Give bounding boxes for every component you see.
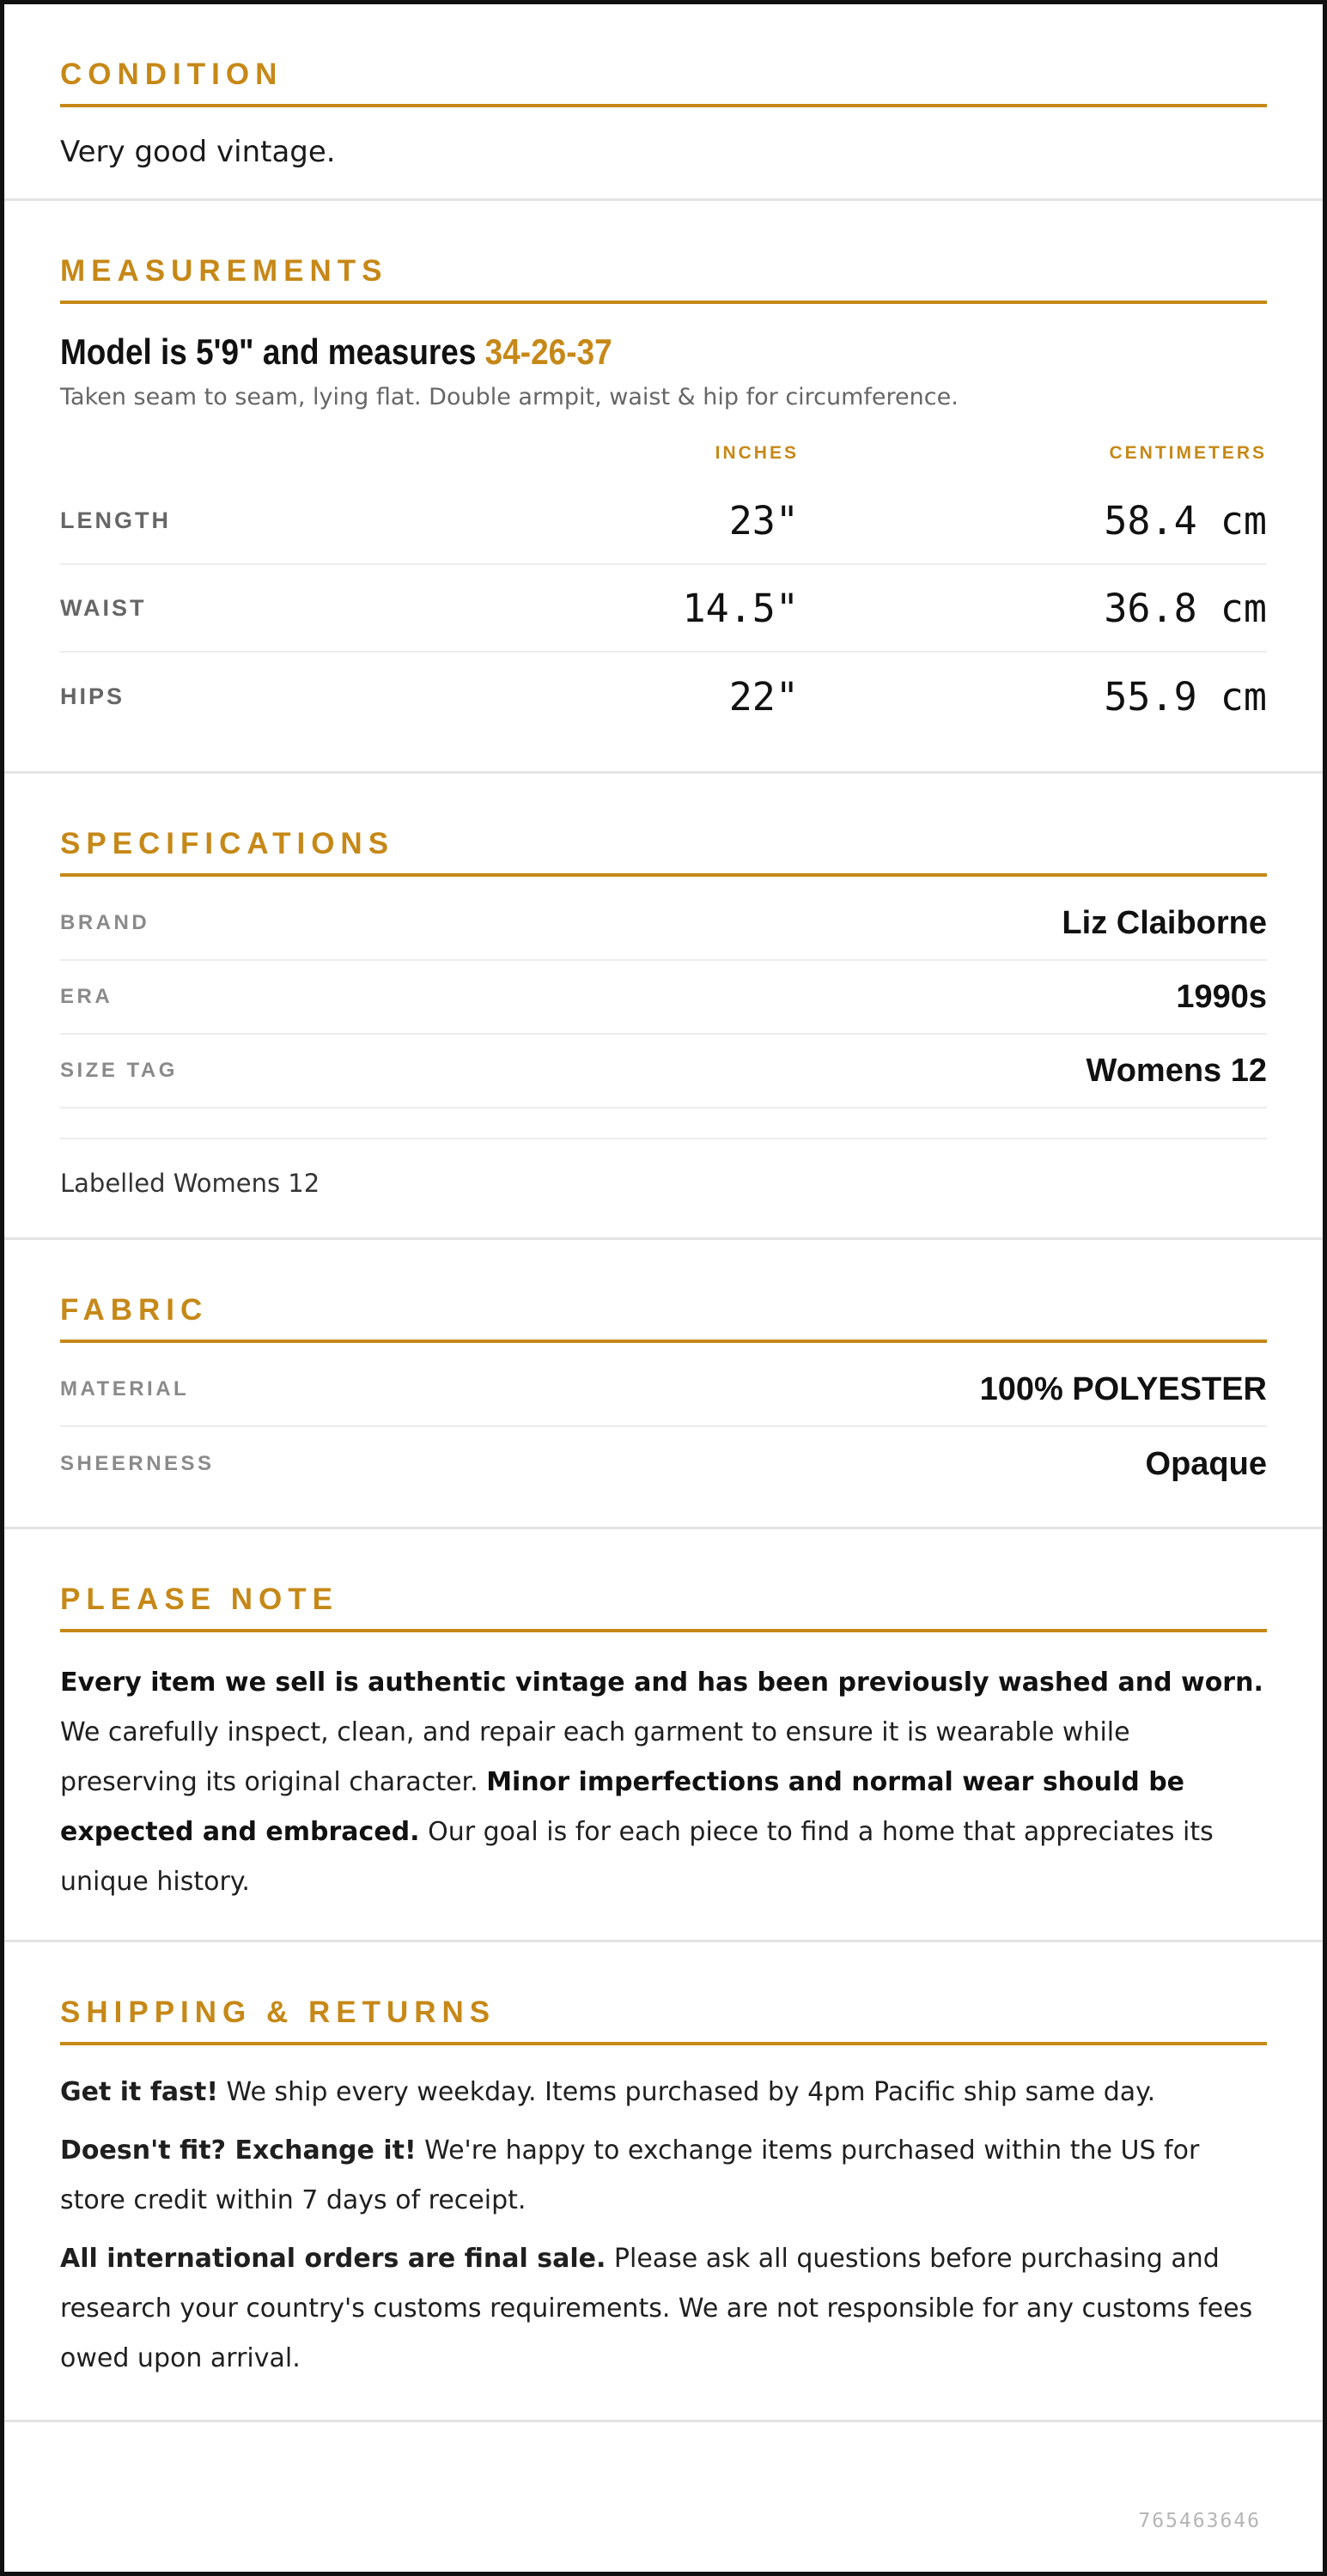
fabric-row-sheerness (60, 1427, 1267, 1501)
shipping-text-2: We're happy to exchange items purchased within the US for store credit within 7 days of receipt. (60, 2136, 1200, 2215)
shipping-returns-section (4, 1942, 1323, 2422)
spec-label: BRAND (60, 911, 150, 934)
model-prefix: Model is 5'9" and measures (60, 331, 485, 372)
shipping-heading: SHIPPING & RETURNS (60, 1992, 1267, 2045)
measurements-heading: MEASUREMENTS (60, 251, 1267, 304)
measurement-label: HIPS (60, 683, 125, 709)
fabric-section (4, 1240, 1323, 1529)
fabric-value: Opaque (1145, 1445, 1267, 1482)
fabric-list (60, 1353, 1267, 1501)
condition-section (4, 4, 1323, 201)
note-bold-1: Every item we sell is authentic vintage and has been previously washed and worn. (60, 1668, 1263, 1698)
fabric-row-material (60, 1353, 1267, 1427)
measurement-cm: 58.4 cm (1104, 497, 1267, 544)
spec-row-era (60, 961, 1267, 1035)
model-measurements-line (60, 328, 1122, 376)
model-measure-value: 34-26-37 (484, 331, 612, 372)
measurement-row-hips (60, 653, 1267, 740)
note-bold-2: Minor imperfections and normal wear should be expected and embraced. (60, 1767, 1185, 1847)
measurement-table-header (60, 443, 1267, 477)
measurement-label: LENGTH (60, 507, 171, 533)
shipping-bold-2: Doesn't fit? Exchange it! (60, 2136, 417, 2166)
size-tag-note: Labelled Womens 12 (60, 1138, 1267, 1237)
spec-label: ERA (60, 985, 113, 1008)
shipping-bold-1: Get it fast! (60, 2077, 218, 2107)
shipping-paragraph-3 (60, 2234, 1267, 2384)
measurement-row-length (60, 477, 1267, 565)
note-text-1: We carefully inspect, clean, and repair each garment to ensure it is wearable while preserving its original character. (60, 1717, 1130, 1797)
spec-value: Liz Claiborne (1062, 904, 1267, 941)
measurement-inches: 23" (728, 497, 799, 544)
fabric-label: MATERIAL (60, 1377, 190, 1400)
measurements-section (4, 201, 1323, 774)
spec-value: Womens 12 (1086, 1052, 1267, 1089)
item-id: 765463646 (1138, 2510, 1261, 2532)
spec-row-brand (60, 887, 1267, 961)
shipping-text-3: Please ask all questions before purchasing and research your country's customs requirements. We are not responsible for any customs fees owed upon arrival. (60, 2244, 1253, 2373)
please-note-heading: PLEASE NOTE (60, 1579, 1267, 1632)
specifications-section (4, 774, 1323, 1240)
please-note-text (60, 1658, 1267, 1907)
inches-column-header: INCHES (715, 443, 799, 463)
header-spacer (60, 443, 593, 477)
measurement-cm: 36.8 cm (1104, 585, 1267, 631)
measurement-row-waist (60, 565, 1267, 653)
measurement-table (60, 477, 1267, 740)
spec-label: SIZE TAG (60, 1059, 178, 1082)
shipping-text-1: We ship every weekday. Items purchased by 4pm Pacific ship same day. (218, 2077, 1156, 2107)
please-note-section (4, 1529, 1323, 1942)
specifications-heading: SPECIFICATIONS (60, 823, 1267, 877)
specifications-list (60, 887, 1267, 1109)
shipping-paragraph-1 (60, 2068, 1267, 2117)
spec-value: 1990s (1176, 978, 1267, 1015)
condition-heading: CONDITION (60, 54, 1267, 107)
fabric-heading: FABRIC (60, 1290, 1267, 1343)
measurement-label: WAIST (60, 594, 147, 621)
spec-row-size-tag (60, 1035, 1267, 1109)
shipping-paragraph-2 (60, 2126, 1267, 2226)
measurement-inches: 22" (728, 673, 799, 720)
shipping-bold-3: All international orders are final sale. (60, 2244, 606, 2274)
fabric-value: 100% POLYESTER (979, 1370, 1267, 1407)
note-text-2: Our goal is for each piece to find a home that appreciates its unique history. (60, 1817, 1214, 1897)
condition-text: Very good vintage. (60, 135, 336, 169)
measurement-method-note: Taken seam to seam, lying flat. Double armpit, waist & hip for circumference. (60, 384, 959, 410)
measurement-cm: 55.9 cm (1104, 673, 1267, 720)
fabric-label: SHEERNESS (60, 1452, 215, 1475)
centimeters-column-header: CENTIMETERS (1109, 443, 1267, 463)
measurement-inches: 14.5" (682, 585, 799, 631)
